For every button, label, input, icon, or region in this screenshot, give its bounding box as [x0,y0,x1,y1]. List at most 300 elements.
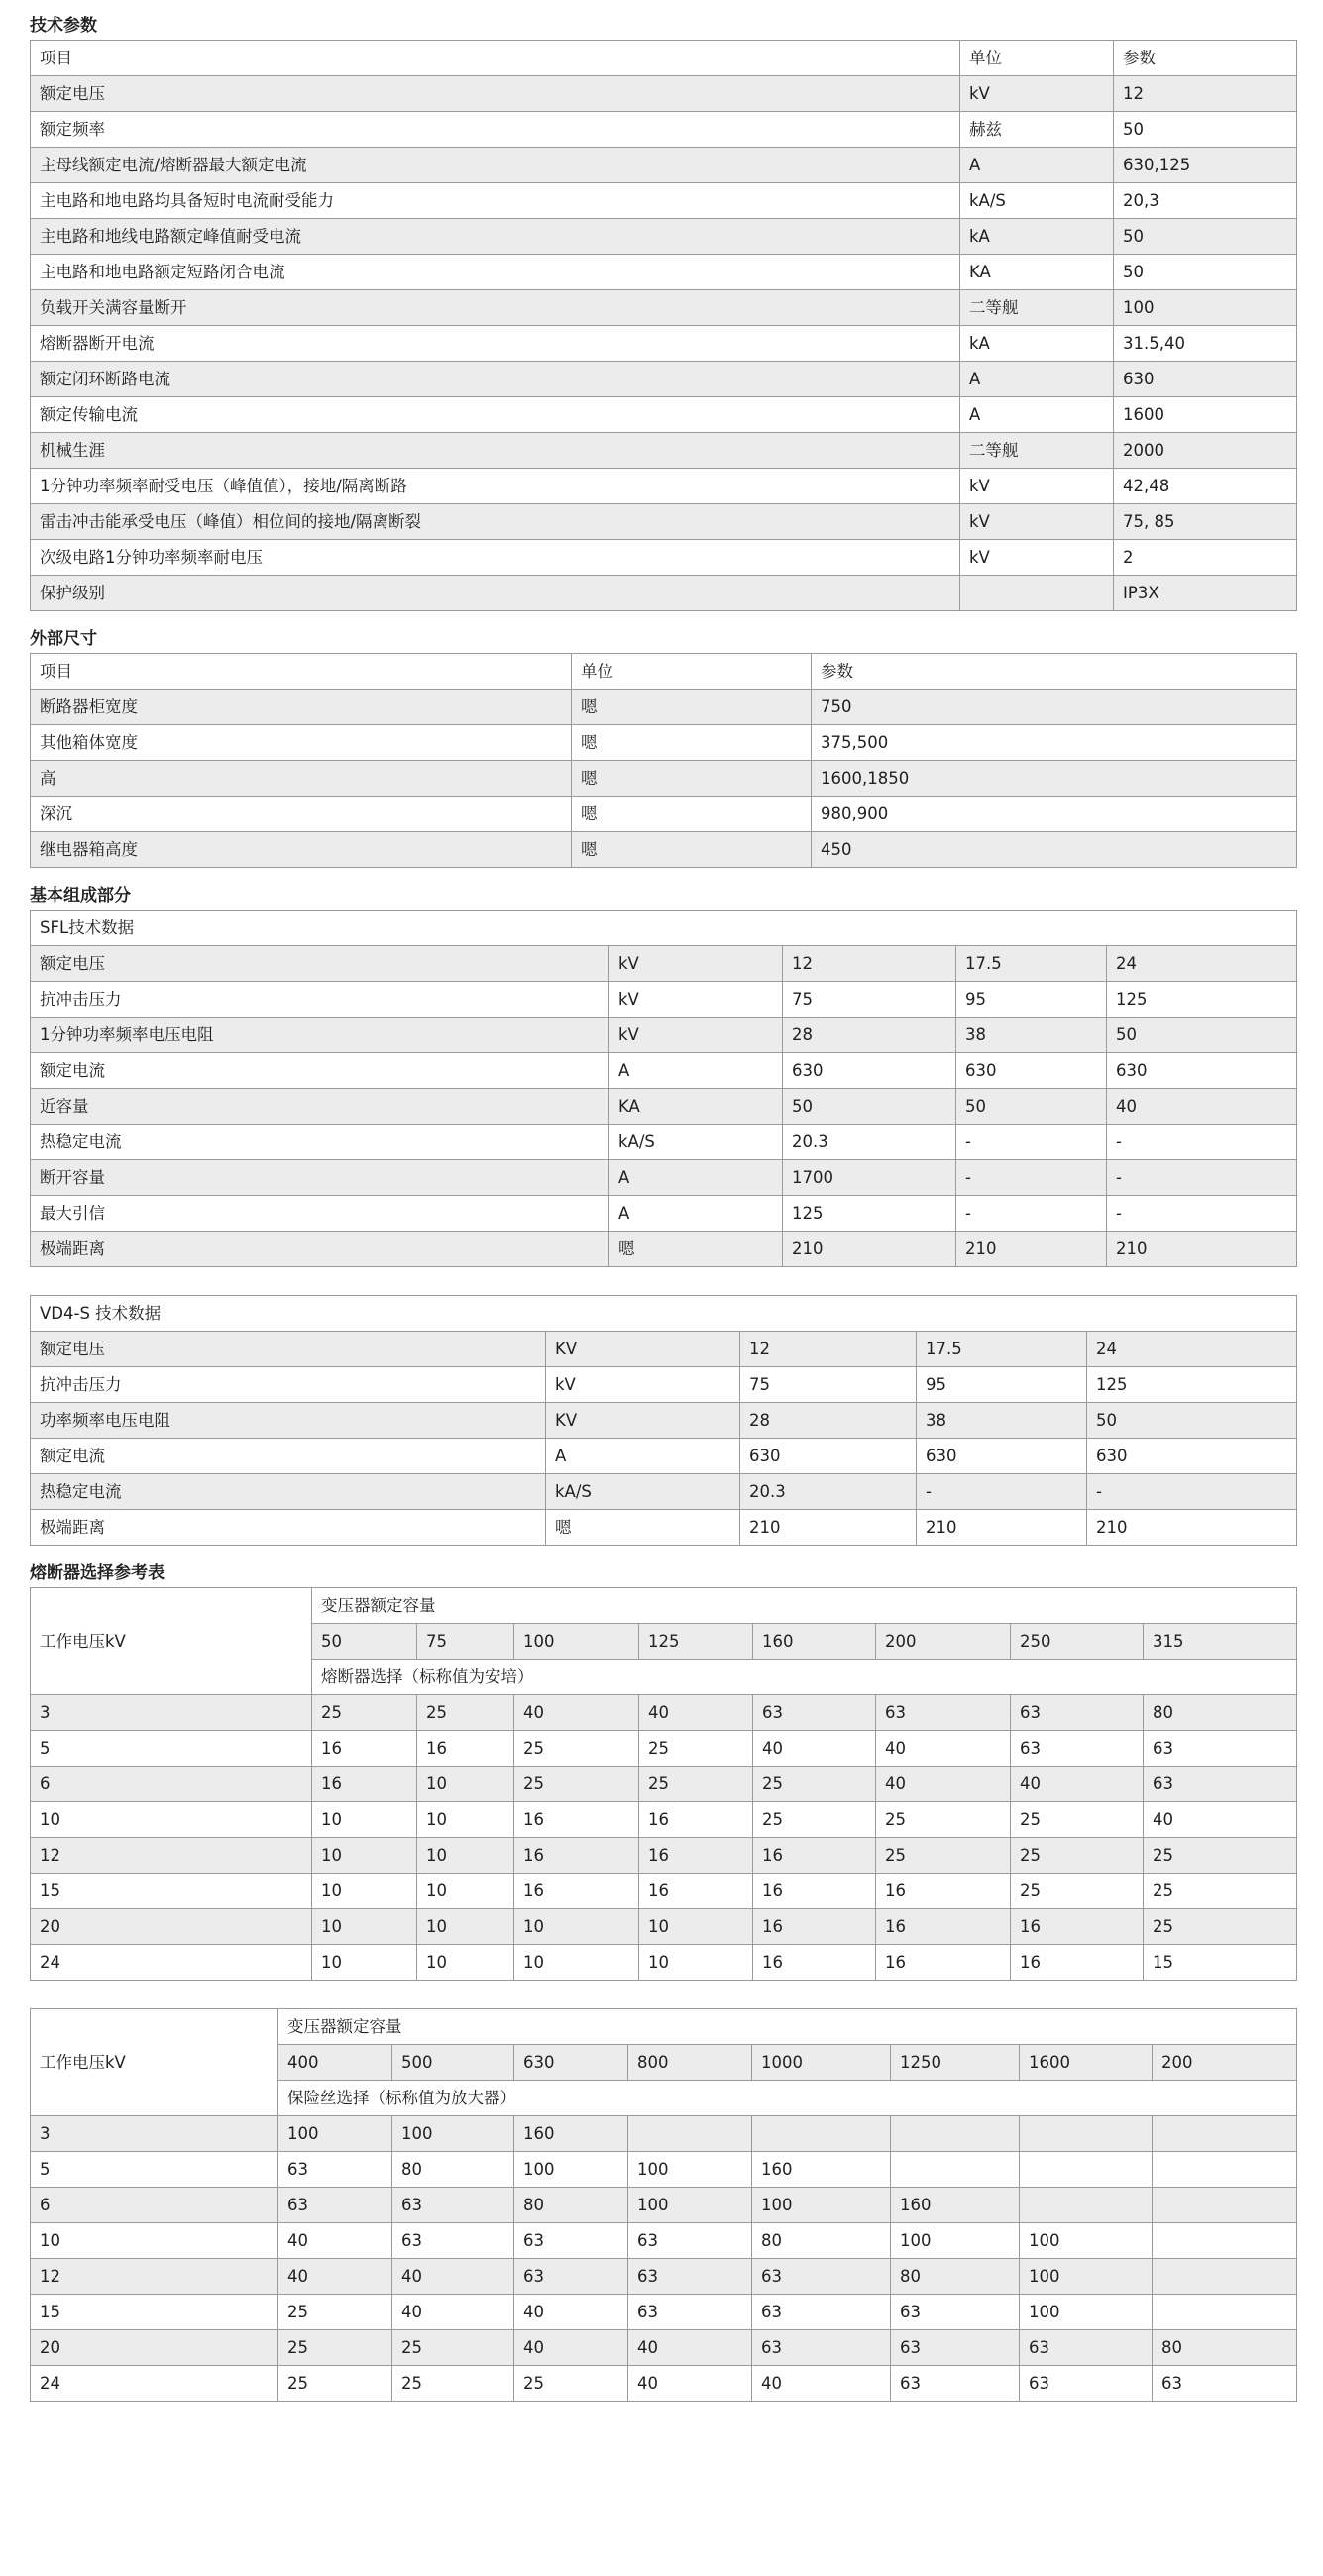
table-row [31,1838,1297,1874]
table-cell: 25 [1144,1838,1297,1874]
table-cell: 75 [783,982,956,1018]
table-cell: 28 [740,1403,917,1439]
table-cell: kV [960,540,1114,576]
table-row [31,2188,1297,2223]
table-cell: 50 [1114,255,1297,290]
table-cell: 16 [1011,1945,1144,1981]
table-cell: 63 [752,2330,891,2366]
table-row [31,1089,1297,1125]
table-cell: kA [960,219,1114,255]
table-cell: KA [609,1089,783,1125]
capacity-value: 1600 [1020,2045,1153,2081]
row-label: 额定电压 [31,76,960,112]
table-cell: 40 [1011,1767,1144,1802]
table-cell: 40 [639,1695,753,1731]
table-cell: 16 [514,1838,639,1874]
table-cell: 16 [876,1874,1011,1909]
table-cell: A [960,397,1114,433]
table-row [31,1332,1297,1367]
table-row [31,1053,1297,1089]
table-cell: 100 [392,2116,514,2152]
table-cell: kV [609,946,783,982]
capacity-header: 变压器额定容量 [312,1588,1297,1624]
table-cell: - [1107,1125,1297,1160]
table-cell: 100 [1020,2259,1153,2295]
table-cell: 16 [514,1874,639,1909]
row-label: 12 [31,1838,312,1874]
table-cell: 63 [278,2188,392,2223]
row-label: 额定电压 [31,946,609,982]
table-row [31,1018,1297,1053]
table-cell: A [546,1439,740,1474]
table-cell: 16 [753,1838,876,1874]
row-label: 额定电流 [31,1053,609,1089]
row-label: 近容量 [31,1089,609,1125]
capacity-value: 630 [514,2045,628,2081]
table-cell [1020,2188,1153,2223]
table-cell: 63 [514,2259,628,2295]
row-label: 保护级别 [31,576,960,611]
table-cell: 980,900 [812,797,1297,832]
table-cell: 40 [278,2259,392,2295]
table-row [31,1695,1297,1731]
table-cell: 40 [628,2366,752,2402]
row-label: 继电器箱高度 [31,832,572,868]
table-cell: 40 [514,2295,628,2330]
vd4-table [30,1295,1297,1546]
table-cell: 630 [1087,1439,1297,1474]
capacity-value: 1000 [752,2045,891,2081]
section-title-fuse: 熔断器选择参考表 [30,1563,165,1583]
table-cell: 630 [740,1439,917,1474]
spec-page [30,12,1296,2402]
table-row [31,540,1297,576]
table-cell: 630 [783,1053,956,1089]
row-label: 20 [31,2330,278,2366]
table-cell: 80 [752,2223,891,2259]
table-row [31,1196,1297,1232]
table-cell: 40 [514,1695,639,1731]
table-cell: 80 [1153,2330,1297,2366]
row-label: 最大引信 [31,1196,609,1232]
row-label: 10 [31,2223,278,2259]
table-caption-row [31,911,1297,946]
table-cell: 16 [514,1802,639,1838]
fuse-table-1 [30,1587,1297,1981]
table-cell: 630 [956,1053,1107,1089]
capacity-value: 200 [1153,2045,1297,2081]
section-title-dims: 外部尺寸 [30,629,97,649]
table-cell: 100 [628,2188,752,2223]
row-label: 10 [31,1802,312,1838]
table-cell: 63 [1011,1731,1144,1767]
row-header-voltage: 工作电压kV [31,1588,312,1695]
table-cell: 50 [783,1089,956,1125]
table-header-row [31,41,1297,76]
capacity-value: 75 [417,1624,514,1660]
table-cell: 16 [876,1909,1011,1945]
table-row [31,148,1297,183]
table-header-row [31,654,1297,690]
capacity-value: 1250 [891,2045,1020,2081]
table-cell: 95 [956,982,1107,1018]
table-cell: 63 [628,2295,752,2330]
table-cell: 210 [1107,1232,1297,1267]
table-cell: 25 [1144,1909,1297,1945]
row-label: 额定闭环断路电流 [31,362,960,397]
table-cell: 63 [278,2152,392,2188]
table-row [31,255,1297,290]
row-label: 主母线额定电流/熔断器最大额定电流 [31,148,960,183]
table-cell: 50 [1114,219,1297,255]
capacity-value: 500 [392,2045,514,2081]
table-cell: 80 [392,2152,514,2188]
table-cell: 125 [1107,982,1297,1018]
table-cell [1153,2188,1297,2223]
table-cell: 100 [514,2152,628,2188]
table-cell: A [960,148,1114,183]
capacity-value: 800 [628,2045,752,2081]
table-cell: 40 [1107,1089,1297,1125]
table-cell: 嗯 [609,1232,783,1267]
table-cell: kA/S [609,1125,783,1160]
row-label: 深沉 [31,797,572,832]
table-cell: 40 [753,1731,876,1767]
table-cell: 10 [514,1945,639,1981]
table-cell: 100 [1114,290,1297,326]
table-cell: 210 [1087,1510,1297,1546]
table-cell: 25 [514,1767,639,1802]
table-cell: 10 [312,1838,417,1874]
table-cell: 63 [891,2366,1020,2402]
table-cell: 210 [956,1232,1107,1267]
row-label: 15 [31,1874,312,1909]
row-label: 主电路和地电路额定短路闭合电流 [31,255,960,290]
table-cell: 12 [740,1332,917,1367]
table-cell: 16 [639,1838,753,1874]
table-cell: 100 [752,2188,891,2223]
row-label: 额定电流 [31,1439,546,1474]
table-cell: 375,500 [812,725,1297,761]
table-cell: 25 [312,1695,417,1731]
table-row [31,326,1297,362]
capacity-value: 50 [312,1624,417,1660]
row-label: 高 [31,761,572,797]
table-cell: 750 [812,690,1297,725]
capacity-header: 变压器额定容量 [278,2009,1297,2045]
table-cell: 630 [1114,362,1297,397]
table-cell: 40 [1144,1802,1297,1838]
table-row [31,433,1297,469]
table-cell: 嗯 [572,725,812,761]
table-caption: SFL技术数据 [31,911,1297,946]
column-header: 单位 [960,41,1114,76]
table-cell: 20.3 [740,1474,917,1510]
row-label: 3 [31,1695,312,1731]
table-cell: 450 [812,832,1297,868]
row-label: 额定频率 [31,112,960,148]
table-cell: 10 [312,1874,417,1909]
row-label: 断路器柜宽度 [31,690,572,725]
table-row [31,1125,1297,1160]
table-row [31,112,1297,148]
table-row [31,1945,1297,1981]
column-header: 参数 [812,654,1297,690]
table-cell [1153,2259,1297,2295]
table-cell: 嗯 [572,690,812,725]
row-label: 极端距离 [31,1232,609,1267]
section-title-basic: 基本组成部分 [30,886,131,906]
table-cell: 10 [417,1802,514,1838]
table-cell: 嗯 [572,797,812,832]
row-label: 热稳定电流 [31,1474,546,1510]
table-cell: 10 [639,1945,753,1981]
table-cell: 100 [628,2152,752,2188]
sfl-table [30,910,1297,1267]
table-cell: 10 [312,1909,417,1945]
table-cell: 50 [1087,1403,1297,1439]
table-cell: kV [546,1367,740,1403]
table-cell: 10 [417,1874,514,1909]
table-cell: 10 [312,1802,417,1838]
table-cell: 50 [956,1089,1107,1125]
table-cell: kV [960,76,1114,112]
row-label: 1分钟功率频率耐受电压（峰值值），接地/隔离断路 [31,469,960,504]
table-cell: 63 [1011,1695,1144,1731]
table-cell: KA [960,255,1114,290]
table-row [31,946,1297,982]
table-cell: 42,48 [1114,469,1297,504]
row-label: 额定传输电流 [31,397,960,433]
table-cell: 25 [278,2330,392,2366]
table-row [31,2223,1297,2259]
section-title-tech: 技术参数 [30,16,97,36]
table-cell: 210 [917,1510,1087,1546]
table-row [31,219,1297,255]
column-header: 参数 [1114,41,1297,76]
table-caption-row [31,1296,1297,1332]
table-cell: 25 [1011,1874,1144,1909]
table-cell: 40 [876,1767,1011,1802]
table-cell [891,2116,1020,2152]
table-row [31,2295,1297,2330]
table-row [31,2330,1297,2366]
row-label: 24 [31,1945,312,1981]
selection-header: 保险丝选择（标称值为放大器） [278,2081,1297,2116]
table-cell: 95 [917,1367,1087,1403]
table-cell: - [956,1160,1107,1196]
table-row [31,1510,1297,1546]
table-cell: 嗯 [572,761,812,797]
table-cell: 10 [417,1838,514,1874]
table-cell: 15 [1144,1945,1297,1981]
table-cell: 63 [891,2330,1020,2366]
table-row [31,76,1297,112]
table-caption: VD4-S 技术数据 [31,1296,1297,1332]
row-header-voltage: 工作电压kV [31,2009,278,2116]
table-row [31,2366,1297,2402]
table-cell: 210 [783,1232,956,1267]
table-row [31,832,1297,868]
table-cell: 25 [514,1731,639,1767]
row-label: 负载开关满容量断开 [31,290,960,326]
table-cell: 10 [312,1945,417,1981]
table-cell: 50 [1107,1018,1297,1053]
table-cell: 125 [1087,1367,1297,1403]
table-cell: kV [960,504,1114,540]
table-cell: 12 [1114,76,1297,112]
table-cell: 63 [514,2223,628,2259]
table-row [31,1403,1297,1439]
table-cell: 160 [514,2116,628,2152]
table-cell: 25 [639,1767,753,1802]
table-cell: 100 [1020,2223,1153,2259]
table-cell: 25 [1011,1838,1144,1874]
table-row [31,1160,1297,1196]
table-row [31,725,1297,761]
column-header: 项目 [31,41,960,76]
row-label: 热稳定电流 [31,1125,609,1160]
table-row [31,1367,1297,1403]
table-cell: 10 [639,1909,753,1945]
column-header: 项目 [31,654,572,690]
table-cell: 17.5 [956,946,1107,982]
table-cell: 17.5 [917,1332,1087,1367]
table-cell: 160 [752,2152,891,2188]
table-cell: 25 [753,1767,876,1802]
table-cell: 100 [891,2223,1020,2259]
table-row [31,1767,1297,1802]
table-row [31,290,1297,326]
table-cell: 二等舰 [960,290,1114,326]
row-label: 主电路和地电路均具备短时电流耐受能力 [31,183,960,219]
table-cell: KV [546,1403,740,1439]
table-cell: 赫兹 [960,112,1114,148]
row-label: 主电路和地线电路额定峰值耐受电流 [31,219,960,255]
table-cell: 16 [639,1802,753,1838]
table-cell: A [609,1053,783,1089]
table-cell: 63 [876,1695,1011,1731]
table-cell [960,576,1114,611]
table-cell: - [1107,1160,1297,1196]
table-cell: 80 [1144,1695,1297,1731]
table-cell: 16 [1011,1909,1144,1945]
table-row [31,504,1297,540]
capacity-value: 400 [278,2045,392,2081]
table-row [31,183,1297,219]
row-label: 6 [31,1767,312,1802]
table-cell: 25 [417,1695,514,1731]
table-cell: 63 [392,2188,514,2223]
table-row [31,797,1297,832]
table-row [31,1909,1297,1945]
table-cell: 63 [1153,2366,1297,2402]
selection-header: 熔断器选择（标称值为安培） [312,1660,1297,1695]
table-cell: 25 [1144,1874,1297,1909]
table-cell: 63 [1144,1731,1297,1767]
table-cell: 40 [876,1731,1011,1767]
capacity-value: 125 [639,1624,753,1660]
table-cell: 24 [1107,946,1297,982]
table-cell: 10 [417,1767,514,1802]
table-cell: 25 [876,1838,1011,1874]
table-cell: 63 [753,1695,876,1731]
table-cell [1153,2223,1297,2259]
table-cell: 16 [876,1945,1011,1981]
table-cell: 75, 85 [1114,504,1297,540]
capacity-value: 315 [1144,1624,1297,1660]
table-cell: 80 [514,2188,628,2223]
table-cell [1020,2116,1153,2152]
table-cell [1153,2116,1297,2152]
table-cell: 10 [417,1909,514,1945]
table-cell: 2 [1114,540,1297,576]
table-cell: 31.5,40 [1114,326,1297,362]
table-cell: A [609,1160,783,1196]
table-cell: 630 [1107,1053,1297,1089]
table-cell: kV [960,469,1114,504]
dims-table [30,653,1297,868]
table-cell: 100 [278,2116,392,2152]
row-label: 15 [31,2295,278,2330]
table-cell: 63 [752,2259,891,2295]
table-row [31,576,1297,611]
row-label: 3 [31,2116,278,2152]
table-cell: 100 [1020,2295,1153,2330]
table-cell: 16 [753,1945,876,1981]
table-cell: 80 [891,2259,1020,2295]
table-cell: 2000 [1114,433,1297,469]
table-cell: 25 [639,1731,753,1767]
table-cell: 16 [639,1874,753,1909]
table-cell: 25 [392,2366,514,2402]
table-cell: 40 [752,2366,891,2402]
table-cell: 28 [783,1018,956,1053]
table-cell: IP3X [1114,576,1297,611]
table-cell: 25 [278,2366,392,2402]
table-cell: - [956,1125,1107,1160]
table-cell: KV [546,1332,740,1367]
table-cell: kA/S [546,1474,740,1510]
table-row [31,1232,1297,1267]
table-row [31,1874,1297,1909]
row-label: 5 [31,2152,278,2188]
table-cell [891,2152,1020,2188]
row-label: 5 [31,1731,312,1767]
table-cell: 63 [1020,2330,1153,2366]
table-cell: 160 [891,2188,1020,2223]
row-label: 机械生涯 [31,433,960,469]
capacity-value: 100 [514,1624,639,1660]
table-cell [1020,2152,1153,2188]
table-cell [752,2116,891,2152]
table-cell: 10 [514,1909,639,1945]
table-cell: 210 [740,1510,917,1546]
table-cell: 63 [628,2259,752,2295]
table-cell: 75 [740,1367,917,1403]
table-row [31,2116,1297,2152]
table-row [31,1439,1297,1474]
table-cell: kV [609,1018,783,1053]
table-cell: 16 [753,1874,876,1909]
table-cell: 20,3 [1114,183,1297,219]
table-cell: 20.3 [783,1125,956,1160]
table-cell: kA/S [960,183,1114,219]
table-row [31,362,1297,397]
row-label: 熔断器断开电流 [31,326,960,362]
table-cell: 二等舰 [960,433,1114,469]
row-label: 1分钟功率频率电压电阻 [31,1018,609,1053]
